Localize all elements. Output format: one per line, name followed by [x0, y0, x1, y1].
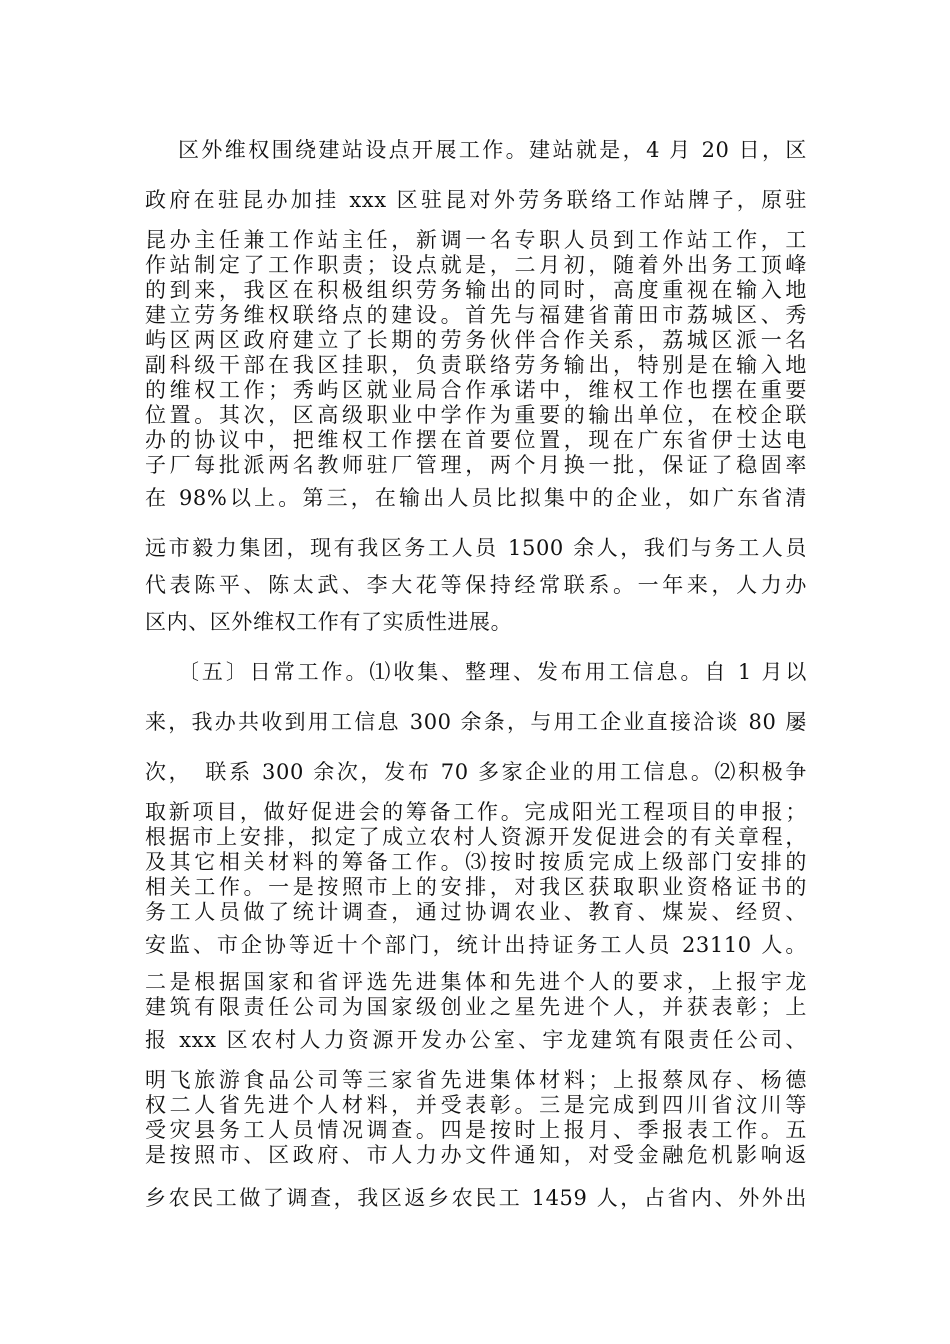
text-line: 作站制定了工作职责；设点就是，二月初，随着外出务工顶峰	[145, 253, 807, 277]
text-line: 位置。其次，区高级职业中学作为重要的输出单位，在校企联	[145, 403, 807, 427]
text-line: 子厂每批派两名教师驻厂管理，两个月换一批，保证了稳固率	[145, 453, 807, 477]
text-line: 二是根据国家和省评选先进集体和先进个人的要求，上报宇龙	[145, 970, 807, 994]
text-line: 区内、区外维权工作有了实质性进展。	[145, 610, 513, 634]
text-line: 〔五〕日常工作。⑴收集、整理、发布用工信息。自 1 月以	[178, 660, 807, 684]
text-line: 根据市上安排，拟定了成立农村人资源开发促进会的有关章程，	[145, 825, 807, 849]
text-line: 区外维权围绕建站设点开展工作。建站就是，4 月 20 日，区	[178, 138, 807, 162]
text-line: 建立劳务维权联络点的建设。首先与福建省莆田市荔城区、秀	[145, 303, 807, 327]
text-line: 屿区两区政府建立了长期的劳务伙伴合作关系，荔城区派一名	[145, 328, 807, 352]
text-line: 是按照市、区政府、市人力办文件通知，对受金融危机影响返	[145, 1143, 807, 1167]
text-line: 在 98%以上。第三，在输出人员比拟集中的企业，如广东省清	[145, 486, 807, 510]
text-line: 副科级干部在我区挂职，负责联络劳务输出，特别是在输入地	[145, 353, 807, 377]
text-line: 政府在驻昆办加挂 xxx 区驻昆对外劳务联络工作站牌子，原驻	[145, 188, 807, 212]
text-line: 取新项目，做好促进会的筹备工作。完成阳光工程项目的申报；	[145, 800, 807, 824]
text-line: 及其它相关材料的筹备工作。⑶按时按质完成上级部门安排的	[145, 850, 807, 874]
text-line: 来，我办共收到用工信息 300 余条，与用工企业直接洽谈 80 屡	[145, 710, 807, 734]
text-line: 的维权工作；秀屿区就业局合作承诺中，维权工作也摆在重要	[145, 378, 807, 402]
text-line: 报 xxx 区农村人力资源开发办公室、宇龙建筑有限责任公司、	[145, 1028, 807, 1052]
text-line: 相关工作。一是按照市上的安排，对我区获取职业资格证书的	[145, 875, 807, 899]
text-line: 务工人员做了统计调查，通过协调农业、教育、煤炭、经贸、	[145, 900, 807, 924]
text-line: 办的协议中，把维权工作摆在首要位置，现在广东省伊士达电	[145, 428, 807, 452]
text-line: 安监、市企协等近十个部门，统计出持证务工人员 23110 人。	[145, 933, 807, 957]
text-line: 远市毅力集团，现有我区务工人员 1500 余人，我们与务工人员	[145, 536, 807, 560]
text-line: 建筑有限责任公司为国家级创业之星先进个人，并获表彰；上	[145, 995, 807, 1019]
text-line: 次， 联系 300 余次，发布 70 多家企业的用工信息。⑵积极争	[145, 760, 807, 784]
text-line: 明飞旅游食品公司等三家省先进集体材料；上报蔡凤存、杨德	[145, 1068, 807, 1092]
text-line: 乡农民工做了调查，我区返乡农民工 1459 人，占省内、外外出	[145, 1186, 807, 1210]
text-line: 代表陈平、陈太武、李大花等保持经常联系。一年来，人力办	[145, 573, 807, 597]
text-line: 的到来，我区在积极组织劳务输出的同时，高度重视在输入地	[145, 278, 807, 302]
text-line: 昆办主任兼工作站主任，新调一名专职人员到工作站工作，工	[145, 228, 807, 252]
text-line: 受灾县务工人员情况调查。四是按时上报月、季报表工作。五	[145, 1118, 807, 1142]
text-line: 权二人省先进个人材料，并受表彰。三是完成到四川省汶川等	[145, 1093, 807, 1117]
